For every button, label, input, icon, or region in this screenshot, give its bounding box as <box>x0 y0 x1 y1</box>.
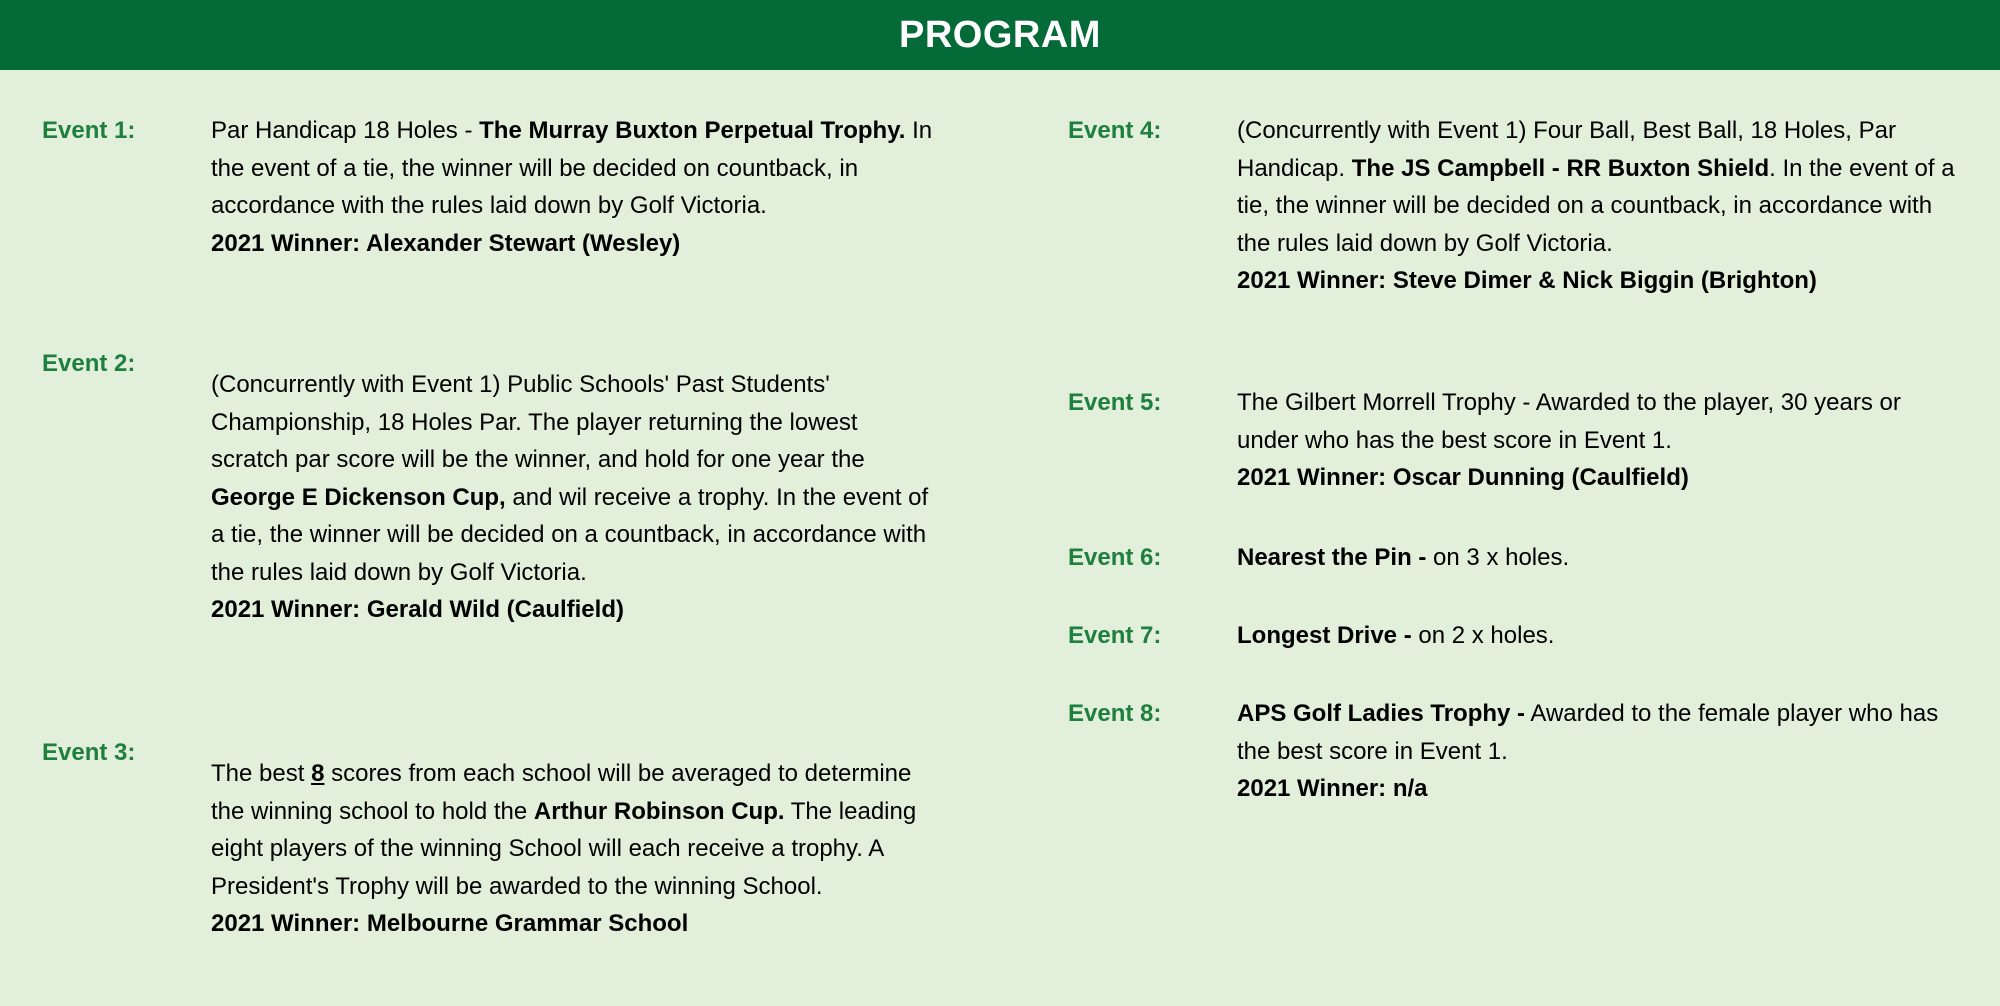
event-3-score-count: 8 <box>311 760 325 787</box>
program-header <box>0 0 2000 70</box>
event-4-winner: 2021 Winner: Steve Dimer & Nick Biggin (Brighton) <box>1237 267 1817 294</box>
page-title: PROGRAM <box>899 13 1101 56</box>
event-7-title: Longest Drive - <box>1237 622 1412 649</box>
event-6-text: on 3 x holes. <box>1426 544 1570 571</box>
event-2-trophy-name: George E Dickenson Cup, <box>211 483 506 511</box>
event-1-trophy-name: The Murray Buxton Perpetual Trophy. <box>479 117 906 144</box>
event-4-text-a: (Concurrently with Event 1) Four Ball, Best Ball, 18 Holes, Par Handicap. <box>1237 117 1896 182</box>
event-2-winner: 2021 Winner: Gerald Wild (Caulfield) <box>211 596 624 623</box>
event-7-text: on 2 x holes. <box>1411 622 1555 649</box>
event-4-text-b: . In the event of a tie, the winner will be decided on a countback, in accordance with the rules laid down by Golf Victoria. <box>1237 154 1955 257</box>
event-1-label: Event 1: <box>42 117 136 144</box>
event-3-text-b: scores from each school will be averaged to determine the winning school to hold the <box>211 760 912 825</box>
event-1-description <box>211 112 941 262</box>
event-4-trophy-name: The JS Campbell - RR Buxton Shield <box>1351 154 1770 182</box>
event-1-text-b: In the event of a tie, the winner will be decided on countback, in accordance with the rules laid down by Golf Victoria. <box>211 117 933 219</box>
event-7-description <box>1237 617 1957 655</box>
event-2-text-a: (Concurrently with Event 1) Public Schools' Past Students' Championship, 18 Holes Par. The player returning the lowest scratch par score will be the winner, and hold for one year the <box>211 371 865 473</box>
event-5-label: Event 5: <box>1068 389 1162 416</box>
event-2-label: Event 2: <box>42 350 136 377</box>
event-8-winner: 2021 Winner: n/a <box>1237 775 1428 802</box>
event-3-text-a: The best <box>211 760 312 787</box>
event-3-winner: 2021 Winner: Melbourne Grammar School <box>211 910 689 937</box>
event-3-trophy-name: Arthur Robinson Cup. <box>533 797 785 825</box>
event-5-description <box>1237 384 1957 497</box>
event-8-title: APS Golf Ladies Trophy - <box>1237 700 1526 727</box>
event-8-text: Awarded to the female player who has the best score in Event 1. <box>1237 700 1939 765</box>
event-5-winner: 2021 Winner: Oscar Dunning (Caulfield) <box>1237 464 1689 491</box>
event-6-label: Event 6: <box>1068 544 1162 571</box>
event-3-description <box>211 755 941 943</box>
event-5-text-a: The Gilbert Morrell Trophy - Awarded to the player, 30 years or under who has the best score in Event 1. <box>1237 389 1901 454</box>
event-4-label: Event 4: <box>1068 117 1162 144</box>
event-1-text-a: Par Handicap 18 Holes - <box>211 117 480 144</box>
event-1-winner: 2021 Winner: Alexander Stewart (Wesley) <box>211 229 681 257</box>
event-6-title: Nearest the Pin - <box>1237 544 1427 571</box>
event-6-description <box>1237 539 1957 577</box>
event-3-label: Event 3: <box>42 739 136 766</box>
event-2-description <box>211 366 941 629</box>
event-8-description <box>1237 695 1957 808</box>
event-4-description <box>1237 112 1957 300</box>
event-2-text-b: and wil receive a trophy. In the event of a tie, the winner will be decided on a countback, in accordance with the rules laid down by Golf Victoria. <box>211 483 929 586</box>
event-7-label: Event 7: <box>1068 622 1162 649</box>
event-3-text-c: The leading eight players of the winning School will each receive a trophy. A President's Trophy will be awarded to the winning School. <box>211 797 917 900</box>
event-8-label: Event 8: <box>1068 700 1162 727</box>
